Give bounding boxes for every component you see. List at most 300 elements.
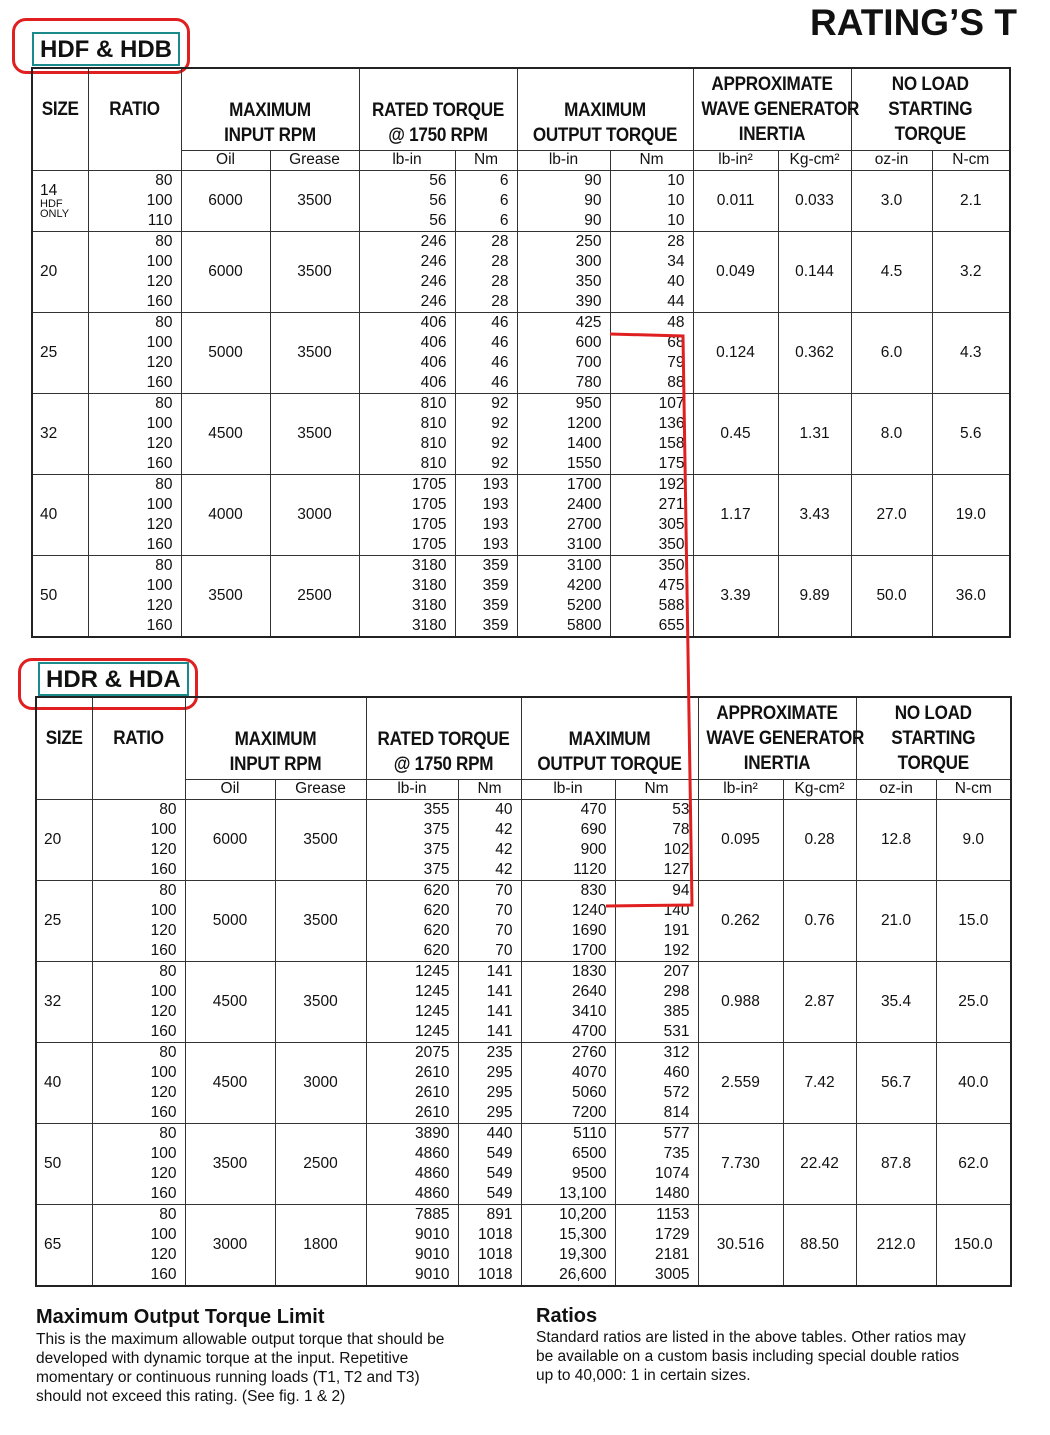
- grease-rpm-cell: 3500: [275, 880, 366, 961]
- rated-torque-lbin-cell-value: 810: [420, 414, 447, 432]
- ratio-cell-value: 80: [159, 1043, 177, 1061]
- starting-torque-ozin-cell: 6.0: [851, 312, 932, 393]
- rated-torque-lbin-cell-value: 9010: [415, 1245, 450, 1263]
- rated-torque-lbin-cell-value: 620: [423, 901, 450, 919]
- rated-torque-nm-cell-value: 295: [486, 1103, 513, 1121]
- rated-torque-nm-cell-value: 28: [491, 272, 509, 290]
- rated-torque-nm-cell-value: 141: [486, 1022, 513, 1040]
- ratio-cell-value: 80: [155, 556, 173, 574]
- unit-header: oz-in: [851, 150, 932, 170]
- header-rated-torque-line: @ 1750 RPM: [388, 124, 488, 146]
- max-output-torque-nm-cell-value: 572: [663, 1083, 690, 1101]
- max-output-torque-lbin-cell-value: 90: [584, 191, 602, 209]
- ratio-cell-value: 160: [150, 860, 177, 878]
- size-value: 50: [44, 1154, 62, 1172]
- size-group-row: [32, 170, 1010, 231]
- max-output-torque-nm-cell-value: 191: [663, 921, 690, 939]
- max-output-torque-nm-cell-value: 34: [667, 252, 685, 270]
- size-group-row: [36, 1123, 1011, 1204]
- starting-torque-ncm-cell: 62.0: [936, 1123, 1011, 1204]
- size-cell: [32, 231, 88, 312]
- rated-torque-lbin-cell-value: 1245: [415, 982, 450, 1000]
- max-output-torque-nm-cell-value: 1074: [655, 1164, 690, 1182]
- ratio-cell-value: 80: [159, 1205, 177, 1223]
- rated-torque-lbin-cell-value: 246: [420, 272, 447, 290]
- max-output-torque-lbin-cell-value: 19,300: [559, 1245, 607, 1263]
- rated-torque-lbin-cell-value: 2610: [415, 1063, 450, 1081]
- unit-header: Nm: [610, 150, 693, 170]
- max-output-torque-lbin-cell: [517, 393, 610, 474]
- max-output-torque-nm-cell-value: 531: [663, 1022, 690, 1040]
- ratio-cell-value: 160: [146, 616, 173, 634]
- page-title: RATING’S T: [810, 2, 1017, 43]
- rated-torque-lbin-cell: [359, 555, 455, 637]
- ratio-cell-value: 80: [155, 475, 173, 493]
- ratio-cell-value: 120: [146, 272, 173, 290]
- ratio-cell-value: 80: [155, 171, 173, 189]
- ratio-cell-value: 120: [150, 921, 177, 939]
- grease-rpm-cell: 3000: [275, 1042, 366, 1123]
- ratio-cell-value: 100: [150, 820, 177, 838]
- ratio-cell: [88, 170, 181, 231]
- unit-header: lb-in²: [698, 779, 783, 799]
- max-output-torque-nm-cell-value: 588: [658, 596, 685, 614]
- inertia-lbin2-cell: 0.049: [693, 231, 778, 312]
- footer-text-line: Standard ratios are listed in the above tables. Other ratios may: [536, 1329, 966, 1346]
- rated-torque-lbin-cell-value: 1245: [415, 1022, 450, 1040]
- rated-torque-lbin-cell-value: 1705: [412, 515, 447, 533]
- starting-torque-ozin-cell: 56.7: [856, 1042, 936, 1123]
- rated-torque-lbin-cell-value: 3180: [412, 556, 447, 574]
- max-output-torque-nm-cell-value: 140: [663, 901, 690, 919]
- rated-torque-nm-cell: [455, 393, 517, 474]
- max-output-torque-nm-cell: [615, 880, 698, 961]
- rated-torque-nm-cell: [458, 1204, 521, 1286]
- inertia-kgcm2-cell: 0.28: [783, 799, 856, 880]
- rated-torque-nm-cell-value: 193: [482, 475, 509, 493]
- rated-torque-nm-cell-value: 92: [491, 434, 509, 452]
- max-output-torque-lbin-cell: [517, 474, 610, 555]
- oil-rpm-cell: 3500: [185, 1123, 275, 1204]
- header-wave-generator-inertia-line: INERTIA: [738, 123, 806, 145]
- oil-rpm-cell: 5000: [181, 312, 270, 393]
- size-note-line: HDF: [40, 197, 63, 210]
- starting-torque-ncm-cell: 36.0: [932, 555, 1010, 637]
- rated-torque-lbin-cell-value: 1705: [412, 535, 447, 553]
- inertia-lbin2-cell: 1.17: [693, 474, 778, 555]
- ratio-cell-value: 160: [150, 941, 177, 959]
- size-group-row: [36, 799, 1011, 880]
- rated-torque-nm-cell-value: 6: [499, 211, 509, 229]
- max-output-torque-lbin-cell-value: 600: [575, 333, 602, 351]
- rated-torque-nm-cell-value: 6: [499, 171, 509, 189]
- max-output-torque-lbin-cell-value: 4700: [572, 1022, 607, 1040]
- starting-torque-ncm-cell: 150.0: [936, 1204, 1011, 1286]
- rated-torque-lbin-cell-value: 2610: [415, 1103, 450, 1121]
- rated-torque-lbin-cell-value: 3180: [412, 576, 447, 594]
- max-output-torque-nm-cell-value: 1153: [656, 1205, 690, 1223]
- size-group-row: [32, 555, 1010, 637]
- header-wave-generator-inertia-line: WAVE GENERATOR: [706, 727, 865, 749]
- unit-header: Kg-cm²: [778, 150, 851, 170]
- unit-header: lb-in: [366, 779, 458, 799]
- inertia-lbin2-cell: 3.39: [693, 555, 778, 637]
- oil-rpm-cell: 4500: [185, 1042, 275, 1123]
- starting-torque-ozin-cell: 8.0: [851, 393, 932, 474]
- footer-text-line: should not exceed this rating. (See fig. 1 & 2): [36, 1388, 346, 1405]
- max-output-torque-lbin-cell-value: 3100: [567, 535, 602, 553]
- max-output-torque-lbin-cell-value: 1700: [567, 475, 602, 493]
- max-output-torque-nm-cell: [615, 1204, 698, 1286]
- oil-rpm-cell: 4000: [181, 474, 270, 555]
- header-max-output-torque-line: MAXIMUM: [568, 728, 651, 750]
- max-output-torque-nm-cell-value: 127: [663, 860, 690, 878]
- ratio-cell-value: 100: [150, 982, 177, 1000]
- size-cell: [36, 961, 92, 1042]
- rated-torque-nm-cell-value: 46: [491, 353, 509, 371]
- rated-torque-nm-cell-value: 193: [482, 515, 509, 533]
- ratio-cell-value: 100: [150, 1063, 177, 1081]
- ratio-cell-value: 100: [150, 1144, 177, 1162]
- max-output-torque-lbin-cell-value: 3410: [572, 1002, 607, 1020]
- max-output-torque-nm-cell-value: 10: [667, 211, 685, 229]
- rated-torque-nm-cell-value: 70: [495, 901, 513, 919]
- header-rated-torque: [374, 697, 514, 779]
- rated-torque-nm-cell-value: 46: [491, 313, 509, 331]
- rated-torque-nm-cell-value: 1018: [478, 1265, 513, 1283]
- ratio-cell-value: 160: [150, 1265, 177, 1283]
- header-wave-generator-inertia-line: APPROXIMATE: [716, 702, 838, 724]
- header-wave-generator-inertia-line: INERTIA: [743, 752, 811, 774]
- ratio-cell-value: 160: [146, 535, 173, 553]
- rated-torque-nm-cell-value: 295: [486, 1083, 513, 1101]
- max-output-torque-nm-cell-value: 10: [667, 171, 685, 189]
- header-wave-generator-inertia: [706, 697, 865, 779]
- header-rated-torque-line: RATED TORQUE: [372, 99, 504, 121]
- header-starting-torque-line: STARTING: [891, 727, 976, 749]
- max-output-torque-lbin-cell-value: 5110: [573, 1124, 607, 1142]
- header-starting-torque-line: STARTING: [888, 98, 973, 120]
- max-output-torque-lbin-cell-value: 1690: [572, 921, 607, 939]
- oil-rpm-cell: 6000: [181, 231, 270, 312]
- rated-torque-lbin-cell-value: 1705: [412, 475, 447, 493]
- header-size: SIZE: [39, 697, 89, 799]
- ratio-cell: [88, 555, 181, 637]
- hdr-hda-ratings-table: [35, 696, 1012, 1287]
- unit-header: oz-in: [856, 779, 936, 799]
- ratio-cell-value: 120: [146, 353, 173, 371]
- oil-rpm-cell: 5000: [185, 880, 275, 961]
- ratio-cell: [88, 312, 181, 393]
- inertia-lbin2-cell: 7.730: [698, 1123, 783, 1204]
- inertia-lbin2-cell: 0.262: [698, 880, 783, 961]
- ratio-cell: [92, 961, 185, 1042]
- rated-torque-lbin-cell-value: 3180: [412, 596, 447, 614]
- size-value: 20: [44, 830, 62, 848]
- footer-text-line: developed with dynamic torque at the input. Repetitive: [36, 1350, 409, 1367]
- max-output-torque-lbin-cell: [521, 799, 615, 880]
- starting-torque-ozin-cell: 87.8: [856, 1123, 936, 1204]
- max-output-torque-nm-cell-value: 271: [658, 495, 685, 513]
- max-output-torque-nm-cell: [615, 1123, 698, 1204]
- rated-torque-lbin-cell-value: 2610: [415, 1083, 450, 1101]
- inertia-kgcm2-cell: 3.43: [778, 474, 851, 555]
- max-output-torque-nm-cell-value: 577: [663, 1124, 690, 1142]
- ratio-cell-value: 80: [155, 232, 173, 250]
- footer-text-line: momentary or continuous running loads (T1, T2 and T3): [36, 1369, 420, 1386]
- max-output-torque-nm-cell-value: 350: [658, 535, 685, 553]
- max-output-torque-lbin-cell: [517, 555, 610, 637]
- size-value: 40: [44, 1073, 62, 1091]
- max-output-torque-nm-cell: [615, 1042, 698, 1123]
- header-max-output-torque-line: OUTPUT TORQUE: [532, 124, 678, 146]
- max-output-torque-lbin-cell-value: 2700: [567, 515, 602, 533]
- rated-torque-lbin-cell: [366, 799, 458, 880]
- header-max-input-rpm-line: MAXIMUM: [234, 728, 317, 750]
- max-output-torque-lbin-cell: [521, 1123, 615, 1204]
- rated-torque-nm-cell-value: 1018: [478, 1225, 513, 1243]
- unit-header: Kg-cm²: [783, 779, 856, 799]
- rated-torque-lbin-cell-value: 3890: [415, 1124, 450, 1142]
- max-output-torque-nm-cell: [610, 312, 693, 393]
- rated-torque-lbin-cell-value: 620: [423, 941, 450, 959]
- rated-torque-nm-cell-value: 549: [486, 1184, 513, 1202]
- unit-header: lb-in: [517, 150, 610, 170]
- size-value: 25: [44, 911, 62, 929]
- rated-torque-lbin-cell-value: 4860: [415, 1144, 450, 1162]
- header-ratio: RATIO: [97, 697, 181, 799]
- rated-torque-nm-cell-value: 359: [482, 596, 509, 614]
- max-output-torque-lbin-cell-value: 90: [584, 211, 602, 229]
- size-group-row: [32, 474, 1010, 555]
- max-output-torque-lbin-cell-value: 5800: [567, 616, 602, 634]
- header-starting-torque-line: TORQUE: [894, 123, 966, 145]
- max-output-torque-lbin-cell-value: 300: [575, 252, 602, 270]
- rated-torque-lbin-cell-value: 375: [423, 820, 450, 838]
- size-cell: [36, 1204, 92, 1286]
- rated-torque-lbin-cell-value: 375: [423, 860, 450, 878]
- rated-torque-lbin-cell-value: 810: [420, 454, 447, 472]
- max-output-torque-lbin-cell-value: 1120: [573, 860, 607, 878]
- max-output-torque-nm-cell-value: 10: [667, 191, 685, 209]
- starting-torque-ncm-cell: 5.6: [932, 393, 1010, 474]
- size-group-row: [32, 231, 1010, 312]
- max-output-torque-lbin-cell-value: 2640: [572, 982, 607, 1000]
- starting-torque-ozin-cell: 212.0: [856, 1204, 936, 1286]
- ratio-cell-value: 160: [146, 292, 173, 310]
- ratio-cell-value: 80: [159, 1124, 177, 1142]
- header-max-input-rpm-line: INPUT RPM: [229, 753, 322, 775]
- max-output-torque-nm-cell-value: 136: [658, 414, 685, 432]
- unit-header: lb-in²: [693, 150, 778, 170]
- header-max-input-rpm: [190, 68, 350, 150]
- starting-torque-ozin-cell: 21.0: [856, 880, 936, 961]
- header-max-output-torque: [530, 697, 689, 779]
- inertia-kgcm2-cell: 22.42: [783, 1123, 856, 1204]
- size-value: 32: [44, 992, 62, 1010]
- max-output-torque-nm-cell: [615, 799, 698, 880]
- ratio-cell: [92, 1042, 185, 1123]
- ratio-cell-value: 100: [146, 252, 173, 270]
- size-group-row: [36, 961, 1011, 1042]
- starting-torque-ozin-cell: 3.0: [851, 170, 932, 231]
- rated-torque-nm-cell-value: 440: [486, 1124, 513, 1142]
- rated-torque-nm-cell: [458, 1042, 521, 1123]
- max-output-torque-nm-cell-value: 48: [667, 313, 685, 331]
- max-output-torque-nm-cell-value: 192: [658, 475, 685, 493]
- ratio-cell-value: 120: [146, 434, 173, 452]
- rated-torque-lbin-cell: [366, 1204, 458, 1286]
- ratio-cell: [92, 1204, 185, 1286]
- max-output-torque-nm-cell-value: 460: [663, 1063, 690, 1081]
- size-cell: [32, 393, 88, 474]
- max-output-torque-nm-cell: [610, 170, 693, 231]
- size-value: 40: [40, 505, 58, 523]
- inertia-kgcm2-cell: 9.89: [778, 555, 851, 637]
- unit-header: N-cm: [932, 150, 1010, 170]
- rated-torque-nm-cell-value: 359: [482, 616, 509, 634]
- unit-header: Nm: [615, 779, 698, 799]
- section-1-label: HDF & HDB: [32, 32, 180, 66]
- rated-torque-lbin-cell-value: 620: [423, 881, 450, 899]
- max-output-torque-lbin-cell-value: 5060: [572, 1083, 607, 1101]
- rated-torque-lbin-cell-value: 56: [429, 171, 447, 189]
- max-output-torque-nm-cell-value: 192: [663, 941, 690, 959]
- max-output-torque-nm-cell: [615, 961, 698, 1042]
- header-ratio: RATIO: [93, 68, 177, 170]
- rated-torque-lbin-cell-value: 3180: [412, 616, 447, 634]
- rated-torque-nm-cell-value: 235: [486, 1043, 513, 1061]
- inertia-kgcm2-cell: 88.50: [783, 1204, 856, 1286]
- header-max-output-torque-line: MAXIMUM: [564, 99, 646, 121]
- rated-torque-nm-cell-value: 295: [486, 1063, 513, 1081]
- rated-torque-lbin-cell-value: 810: [420, 434, 447, 452]
- ratio-cell-value: 120: [146, 596, 173, 614]
- max-output-torque-lbin-cell-value: 26,600: [559, 1265, 607, 1283]
- unit-header: Nm: [455, 150, 517, 170]
- max-output-torque-lbin-cell-value: 1700: [572, 941, 607, 959]
- size-cell: [36, 799, 92, 880]
- max-output-torque-nm-cell-value: 298: [663, 982, 690, 1000]
- unit-header: N-cm: [936, 779, 1011, 799]
- ratio-cell-value: 100: [146, 414, 173, 432]
- rated-torque-nm-cell-value: 92: [491, 454, 509, 472]
- header-max-input-rpm-line: MAXIMUM: [229, 99, 311, 121]
- rated-torque-nm-cell-value: 193: [482, 535, 509, 553]
- section-2-label: HDR & HDA: [38, 662, 189, 696]
- rated-torque-lbin-cell-value: 2075: [415, 1043, 450, 1061]
- rated-torque-nm-cell: [458, 961, 521, 1042]
- ratio-cell: [88, 474, 181, 555]
- grease-rpm-cell: 3500: [275, 961, 366, 1042]
- rated-torque-lbin-cell-value: 246: [420, 252, 447, 270]
- rated-torque-nm-cell-value: 28: [491, 292, 509, 310]
- size-value: 20: [40, 262, 58, 280]
- header-rated-torque-line: @ 1750 RPM: [393, 753, 494, 775]
- ratio-cell-value: 160: [146, 454, 173, 472]
- size-value: 32: [40, 424, 58, 442]
- rated-torque-nm-cell: [455, 474, 517, 555]
- unit-header: lb-in: [359, 150, 455, 170]
- oil-rpm-cell: 3000: [185, 1204, 275, 1286]
- oil-rpm-cell: 6000: [185, 799, 275, 880]
- max-output-torque-lbin-cell-value: 780: [575, 373, 602, 391]
- max-output-torque-nm-cell-value: 102: [663, 840, 690, 858]
- rated-torque-nm-cell: [458, 799, 521, 880]
- max-output-torque-nm-cell-value: 312: [663, 1043, 690, 1061]
- rated-torque-lbin-cell-value: 7885: [415, 1205, 450, 1223]
- footer-text-line: be available on a custom basis including special double ratios: [536, 1348, 960, 1365]
- max-output-torque-lbin-cell-value: 7200: [572, 1103, 607, 1121]
- header-starting-torque-line: NO LOAD: [891, 73, 969, 95]
- max-output-torque-lbin-cell: [521, 961, 615, 1042]
- rated-torque-lbin-cell: [359, 474, 455, 555]
- max-output-torque-lbin-cell: [517, 231, 610, 312]
- rated-torque-lbin-cell: [366, 1123, 458, 1204]
- rated-torque-lbin-cell: [359, 312, 455, 393]
- oil-rpm-cell: 6000: [181, 170, 270, 231]
- size-cell: [32, 170, 88, 231]
- max-output-torque-nm-cell-value: 207: [663, 962, 690, 980]
- starting-torque-ozin-cell: 35.4: [856, 961, 936, 1042]
- max-output-torque-lbin-cell-value: 6500: [572, 1144, 607, 1162]
- max-output-torque-lbin-cell-value: 4200: [567, 576, 602, 594]
- max-output-torque-lbin-cell-value: 250: [575, 232, 602, 250]
- inertia-kgcm2-cell: 0.144: [778, 231, 851, 312]
- max-output-torque-nm-cell-value: 814: [663, 1103, 690, 1121]
- rated-torque-nm-cell-value: 46: [491, 333, 509, 351]
- max-output-torque-lbin-cell-value: 425: [575, 313, 602, 331]
- ratio-cell-value: 80: [159, 881, 177, 899]
- max-output-torque-nm-cell-value: 40: [667, 272, 685, 290]
- header-rated-torque-line: RATED TORQUE: [377, 728, 510, 750]
- rated-torque-lbin-cell-value: 375: [423, 840, 450, 858]
- starting-torque-ozin-cell: 12.8: [856, 799, 936, 880]
- size-note: [40, 199, 88, 219]
- size-cell: [32, 474, 88, 555]
- max-output-torque-nm-cell-value: 350: [658, 556, 685, 574]
- size-cell: [36, 1042, 92, 1123]
- rated-torque-nm-cell-value: 42: [495, 840, 513, 858]
- header-max-input-rpm: [194, 697, 357, 779]
- oil-rpm-cell: 4500: [185, 961, 275, 1042]
- max-output-torque-nm-cell-value: 2181: [655, 1245, 690, 1263]
- header-wave-generator-inertia: [701, 68, 860, 150]
- rated-torque-lbin-cell-value: 406: [420, 353, 447, 371]
- unit-header: Nm: [458, 779, 521, 799]
- header-starting-torque: [859, 68, 1002, 150]
- max-output-torque-nm-cell-value: 28: [667, 232, 685, 250]
- rated-torque-nm-cell-value: 549: [486, 1164, 513, 1182]
- max-output-torque-lbin-cell: [521, 880, 615, 961]
- max-output-torque-nm-cell-value: 1729: [655, 1225, 690, 1243]
- rated-torque-lbin-cell-value: 355: [423, 800, 450, 818]
- oil-rpm-cell: 3500: [181, 555, 270, 637]
- ratio-cell-value: 160: [146, 373, 173, 391]
- max-output-torque-nm-cell-value: 88: [667, 373, 685, 391]
- max-output-torque-nm-cell-value: 475: [658, 576, 685, 594]
- inertia-kgcm2-cell: 0.76: [783, 880, 856, 961]
- ratio-cell-value: 120: [150, 1002, 177, 1020]
- rated-torque-nm-cell-value: 1018: [478, 1245, 513, 1263]
- ratios-text: [536, 1328, 1016, 1385]
- max-output-torque-nm-cell-value: 735: [663, 1144, 690, 1162]
- rated-torque-lbin-cell: [366, 880, 458, 961]
- header-rated-torque: [367, 68, 509, 150]
- grease-rpm-cell: 2500: [275, 1123, 366, 1204]
- starting-torque-ncm-cell: 4.3: [932, 312, 1010, 393]
- oil-rpm-cell: 4500: [181, 393, 270, 474]
